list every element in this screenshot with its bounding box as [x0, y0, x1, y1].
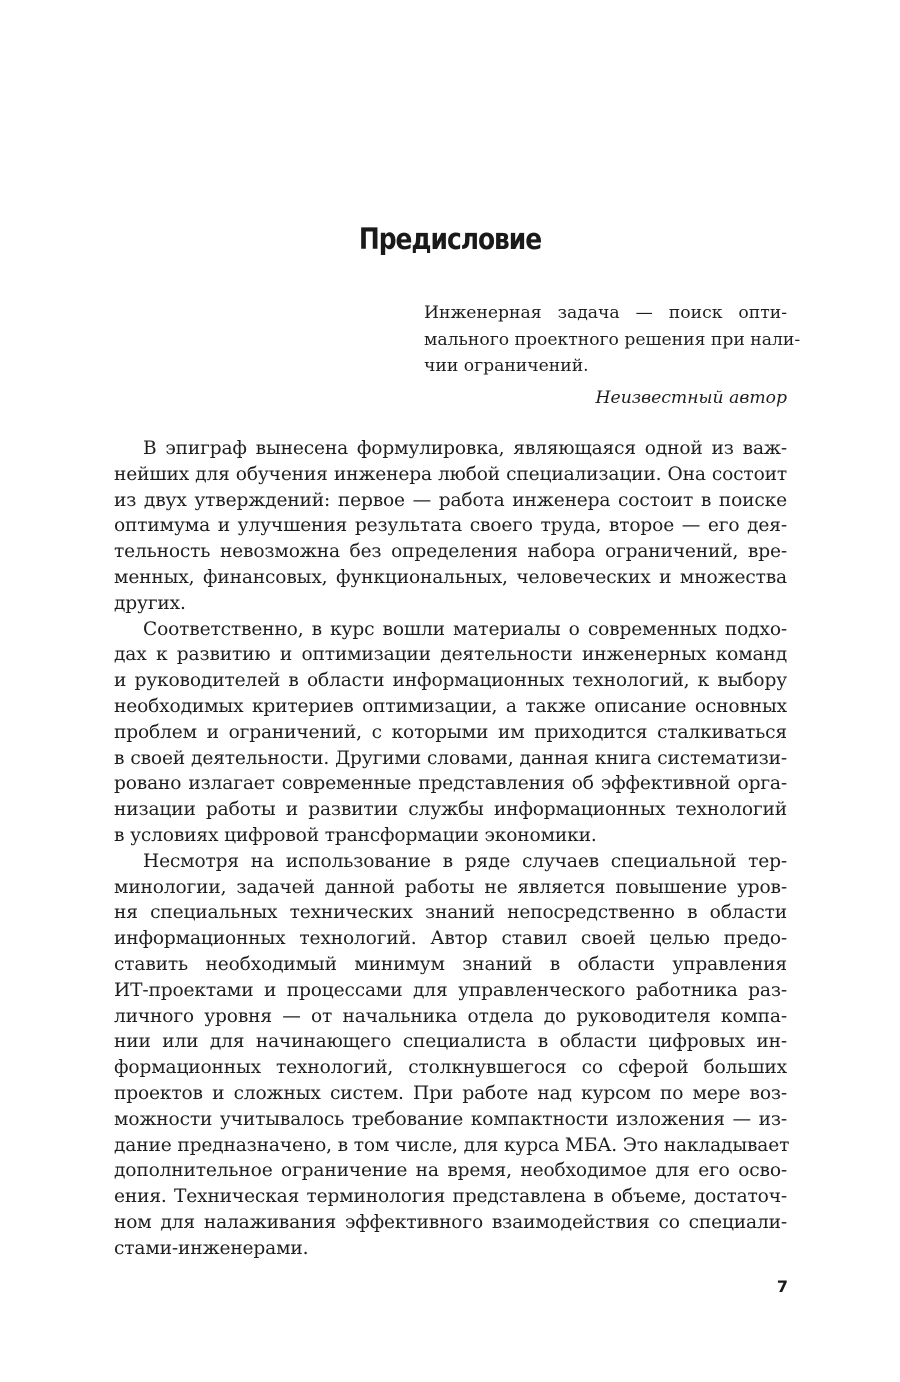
paragraph-1: [114, 436, 787, 617]
page-number: 7: [776, 1277, 788, 1296]
text-line: формационных технологий, столкнувшегося со сферой больших: [114, 1057, 787, 1079]
text-line: ИТ-проектами и процессами для управленческого работника раз-: [114, 979, 787, 1001]
epigraph: [424, 300, 801, 411]
text-line: ном для налаживания эффективного взаимодействия со специали-: [114, 1211, 787, 1233]
text-line: нии или для начинающего специалиста в области цифровых ин-: [114, 1031, 787, 1053]
paragraph-3: [114, 849, 790, 1262]
epigraph-line: Инженерная задача — поиск опти-: [424, 303, 787, 323]
text-line: тельность невозможна без определения набора ограничений, вре-: [114, 541, 787, 563]
text-line: из двух утверждений: первое — работа инженера состоит в поиске: [114, 489, 787, 511]
text-line: проектов и сложных систем. При работе над курсом по мере воз-: [114, 1082, 787, 1104]
text-line: в условиях цифровой трансформации экономики.: [114, 824, 597, 846]
text-line: В эпиграф вынесена формулировка, являющаяся одной из важ-: [143, 438, 787, 459]
body-text: [114, 436, 790, 1262]
text-line: личного уровня — от начальника отдела до руководителя компа-: [114, 1005, 787, 1027]
text-line: в своей деятельности. Другими словами, данная книга систематизи-: [114, 747, 787, 769]
text-line: стами-инженерами.: [114, 1237, 309, 1259]
text-line: необходимых критериев оптимизации, а также описание основных: [114, 695, 787, 717]
text-line: проблем и ограничений, с которыми им приходится сталкиваться: [114, 721, 787, 743]
text-line: минологии, задачей данной работы не является повышение уров-: [114, 876, 787, 898]
text-line: дополнительное ограничение на время, необходимое для его осво-: [114, 1160, 787, 1182]
text-line: низации работы и развитии службы информационных технологий: [114, 799, 787, 821]
text-line: ровано излагает современные представления об эффективной орга-: [114, 773, 787, 795]
text-line: дах к развитию и оптимизации деятельности инженерных команд: [114, 644, 787, 666]
text-line: ня специальных технических знаний непосредственно в области: [114, 902, 787, 924]
epigraph-line: мального проектного решения при нали-: [424, 329, 801, 350]
text-line: информационных технологий. Автор ставил своей целью предо-: [114, 928, 787, 950]
text-line: менных, финансовых, функциональных, человеческих и множества: [114, 566, 787, 588]
text-line: и руководителей в области информационных технологий, к выбору: [114, 670, 787, 692]
epigraph-author: Неизвестный автор: [595, 387, 787, 408]
text-line: ения. Техническая терминология представлена в объеме, достаточ-: [114, 1186, 787, 1208]
epigraph-line: чии ограничений.: [424, 356, 589, 376]
text-line: нейших для обучения инженера любой специализации. Она состоит: [114, 463, 787, 485]
text-line: Соответственно, в курс вошли материалы о современных подхо-: [143, 618, 787, 640]
paragraph-2: [114, 617, 787, 849]
text-line: Несмотря на использование в ряде случаев специальной тер-: [143, 850, 787, 872]
text-line: дание предназначено, в том числе, для курса МБА. Это накладывает: [114, 1134, 790, 1156]
text-line: ставить необходимый минимум знаний в области управления: [114, 953, 787, 975]
text-line: можности учитывалось требование компактности изложения — из-: [114, 1108, 787, 1130]
text-line: оптимума и улучшения результата своего труда, второе — его дея-: [114, 515, 787, 537]
chapter-heading: Предисловие: [358, 222, 542, 256]
text-line: других.: [114, 592, 186, 614]
